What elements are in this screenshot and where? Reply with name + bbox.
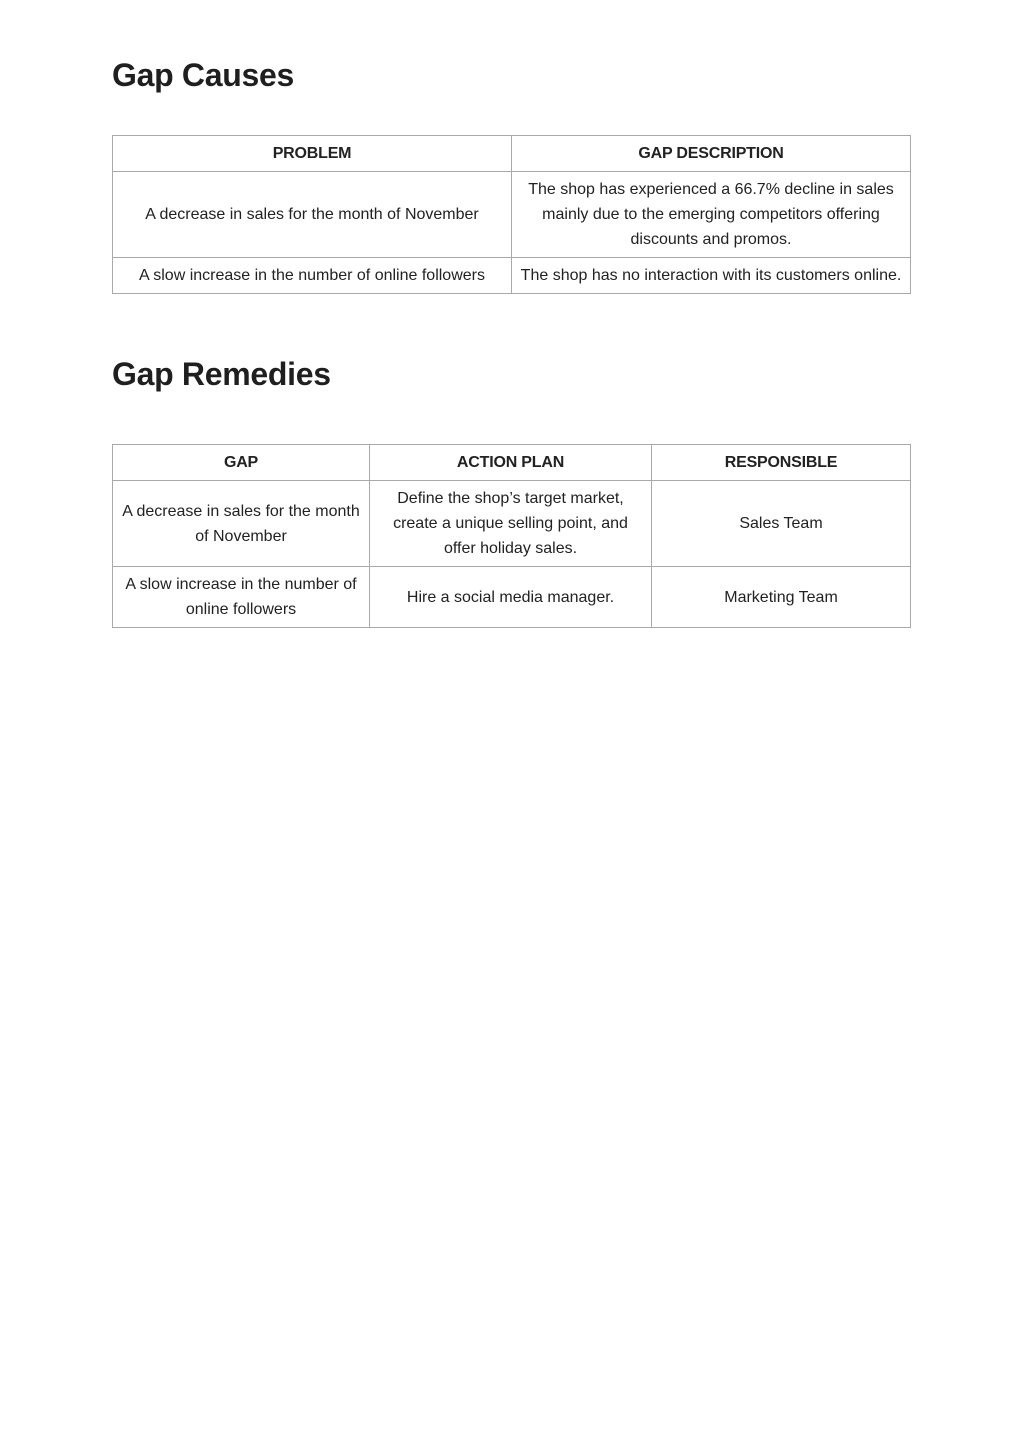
gap-causes-table xyxy=(112,135,911,294)
action-plan-cell: Hire a social media manager. xyxy=(370,567,652,628)
table-header-row xyxy=(113,136,911,172)
table-row xyxy=(113,567,911,628)
column-header-problem: PROBLEM xyxy=(113,136,512,172)
action-plan-cell: Define the shop’s target market, create a unique selling point, and offer holiday sales. xyxy=(370,481,652,567)
column-header-gap: GAP xyxy=(113,445,370,481)
responsible-cell: Sales Team xyxy=(652,481,911,567)
table-row xyxy=(113,172,911,258)
column-header-action-plan: ACTION PLAN xyxy=(370,445,652,481)
column-header-gap-description: GAP DESCRIPTION xyxy=(512,136,911,172)
table-row xyxy=(113,481,911,567)
gap-causes-title: Gap Causes xyxy=(112,57,294,93)
gap-cell: A slow increase in the number of online followers xyxy=(113,567,370,628)
column-header-responsible: RESPONSIBLE xyxy=(652,445,911,481)
problem-cell: A decrease in sales for the month of November xyxy=(113,172,512,258)
gap-description-cell: The shop has no interaction with its customers online. xyxy=(512,258,911,294)
gap-remedies-table xyxy=(112,444,911,628)
gap-cell: A decrease in sales for the month of November xyxy=(113,481,370,567)
problem-cell: A slow increase in the number of online followers xyxy=(113,258,512,294)
table-row xyxy=(113,258,911,294)
gap-remedies-title: Gap Remedies xyxy=(112,356,331,392)
responsible-cell: Marketing Team xyxy=(652,567,911,628)
table-header-row xyxy=(113,445,911,481)
gap-description-cell: The shop has experienced a 66.7% decline in sales mainly due to the emerging competitors offering discounts and promos. xyxy=(512,172,911,258)
